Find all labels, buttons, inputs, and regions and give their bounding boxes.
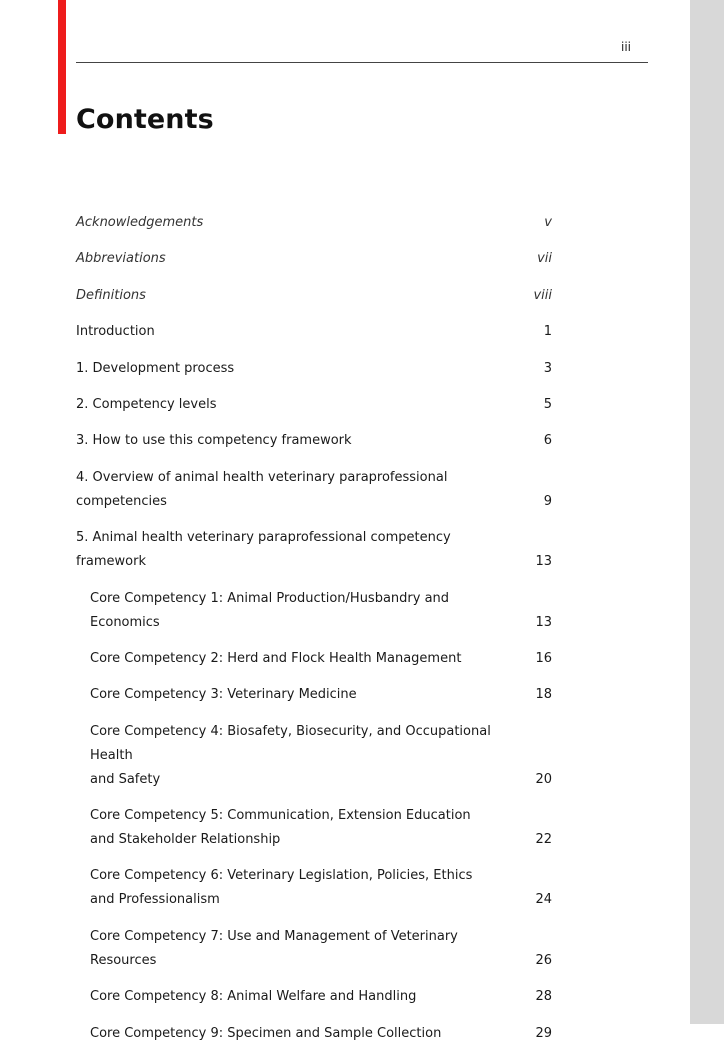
toc-entry-page: viii: [533, 287, 552, 303]
toc-entry-front[interactable]: [76, 211, 552, 235]
toc-entry-label-line-2: and Safety: [90, 771, 161, 787]
toc-entry-page: 1: [543, 324, 552, 340]
toc-entry-main[interactable]: [76, 320, 552, 344]
toc-entry-main[interactable]: [76, 526, 552, 574]
toc-entry-label-line-1: Core Competency 5: Communication, Extension Education: [90, 808, 471, 824]
toc-entry-core-competency-5[interactable]: [76, 804, 552, 852]
toc-entry-label: Core Competency 2: Herd and Flock Health Management: [90, 650, 462, 666]
toc-entry-core-competency-3[interactable]: [76, 683, 552, 707]
toc-entry-page: 26: [535, 952, 552, 968]
toc-entry-label: Core Competency 1: Animal Production/Husbandry and Economics: [90, 590, 450, 630]
toc-entry-main[interactable]: [76, 429, 552, 453]
toc-entry-page: 13: [535, 614, 552, 630]
toc-entry-label: Introduction: [76, 324, 155, 340]
page-number: iii: [620, 40, 631, 54]
toc-entry-label-line-1: Core Competency 4: Biosafety, Biosecurity, and Occupational Health: [90, 723, 491, 763]
toc-entry-page: 20: [535, 771, 552, 787]
table-of-contents: [76, 211, 552, 1058]
toc-entry-page: 22: [535, 832, 552, 848]
toc-entry-label: 3. How to use this competency framework: [76, 433, 352, 449]
toc-entry-label-line-2: and Stakeholder Relationship: [90, 832, 281, 848]
toc-entry-page: 29: [535, 1025, 552, 1041]
toc-entry-main[interactable]: [76, 357, 552, 381]
page-edge-strip: [690, 0, 724, 1024]
toc-entry-page: 16: [535, 650, 552, 666]
toc-entry-core-competency-4[interactable]: [76, 720, 552, 792]
toc-entry-page: 18: [535, 687, 552, 703]
toc-entry-label-line-1: Core Competency 6: Veterinary Legislation, Policies, Ethics: [90, 868, 473, 884]
toc-entry-page: vii: [537, 251, 552, 267]
accent-bar: [58, 0, 66, 134]
toc-entry-label: Core Competency 3: Veterinary Medicine: [90, 687, 357, 703]
toc-entry-label: Abbreviations: [76, 251, 166, 267]
toc-entry-front[interactable]: [76, 284, 552, 308]
toc-entry-core-competency-8[interactable]: [76, 985, 552, 1009]
toc-entry-page: 13: [535, 554, 552, 570]
toc-entry-label: 4. Overview of animal health veterinary paraprofessional competencies: [76, 469, 448, 509]
page-title: Contents: [76, 104, 214, 135]
toc-entry-core-competency-6[interactable]: [76, 864, 552, 912]
toc-entry-core-competency-2[interactable]: [76, 647, 552, 671]
toc-entry-label: Core Competency 8: Animal Welfare and Handling: [90, 989, 417, 1005]
toc-entry-page: 24: [535, 892, 552, 908]
toc-entry-page: 9: [543, 493, 552, 509]
toc-entry-label: 2. Competency levels: [76, 396, 217, 412]
toc-entry-label: 5. Animal health veterinary paraprofessional competency framework: [76, 530, 451, 570]
toc-entry-front[interactable]: [76, 247, 552, 271]
toc-entry-page: 5: [543, 396, 552, 412]
toc-entry-label: Core Competency 9: Specimen and Sample Collection: [90, 1025, 442, 1041]
toc-entry-core-competency-9[interactable]: [76, 1022, 552, 1046]
toc-entry-core-competency-7[interactable]: [76, 925, 552, 973]
toc-entry-label: Acknowledgements: [76, 215, 204, 230]
toc-entry-core-competency-1[interactable]: [76, 587, 552, 635]
toc-entry-page: 6: [543, 433, 552, 449]
toc-entry-label-line-2: and Professionalism: [90, 892, 220, 908]
toc-entry-label: 1. Development process: [76, 360, 235, 376]
toc-entry-page: 28: [535, 989, 552, 1005]
toc-entry-label: Core Competency 7: Use and Management of Veterinary Resources: [90, 928, 458, 968]
toc-entry-page: 3: [543, 360, 552, 376]
header-rule: [76, 62, 648, 63]
toc-entry-page: v: [544, 215, 552, 230]
toc-entry-main[interactable]: [76, 466, 552, 514]
toc-entry-main[interactable]: [76, 393, 552, 417]
toc-entry-label: Definitions: [76, 287, 146, 303]
